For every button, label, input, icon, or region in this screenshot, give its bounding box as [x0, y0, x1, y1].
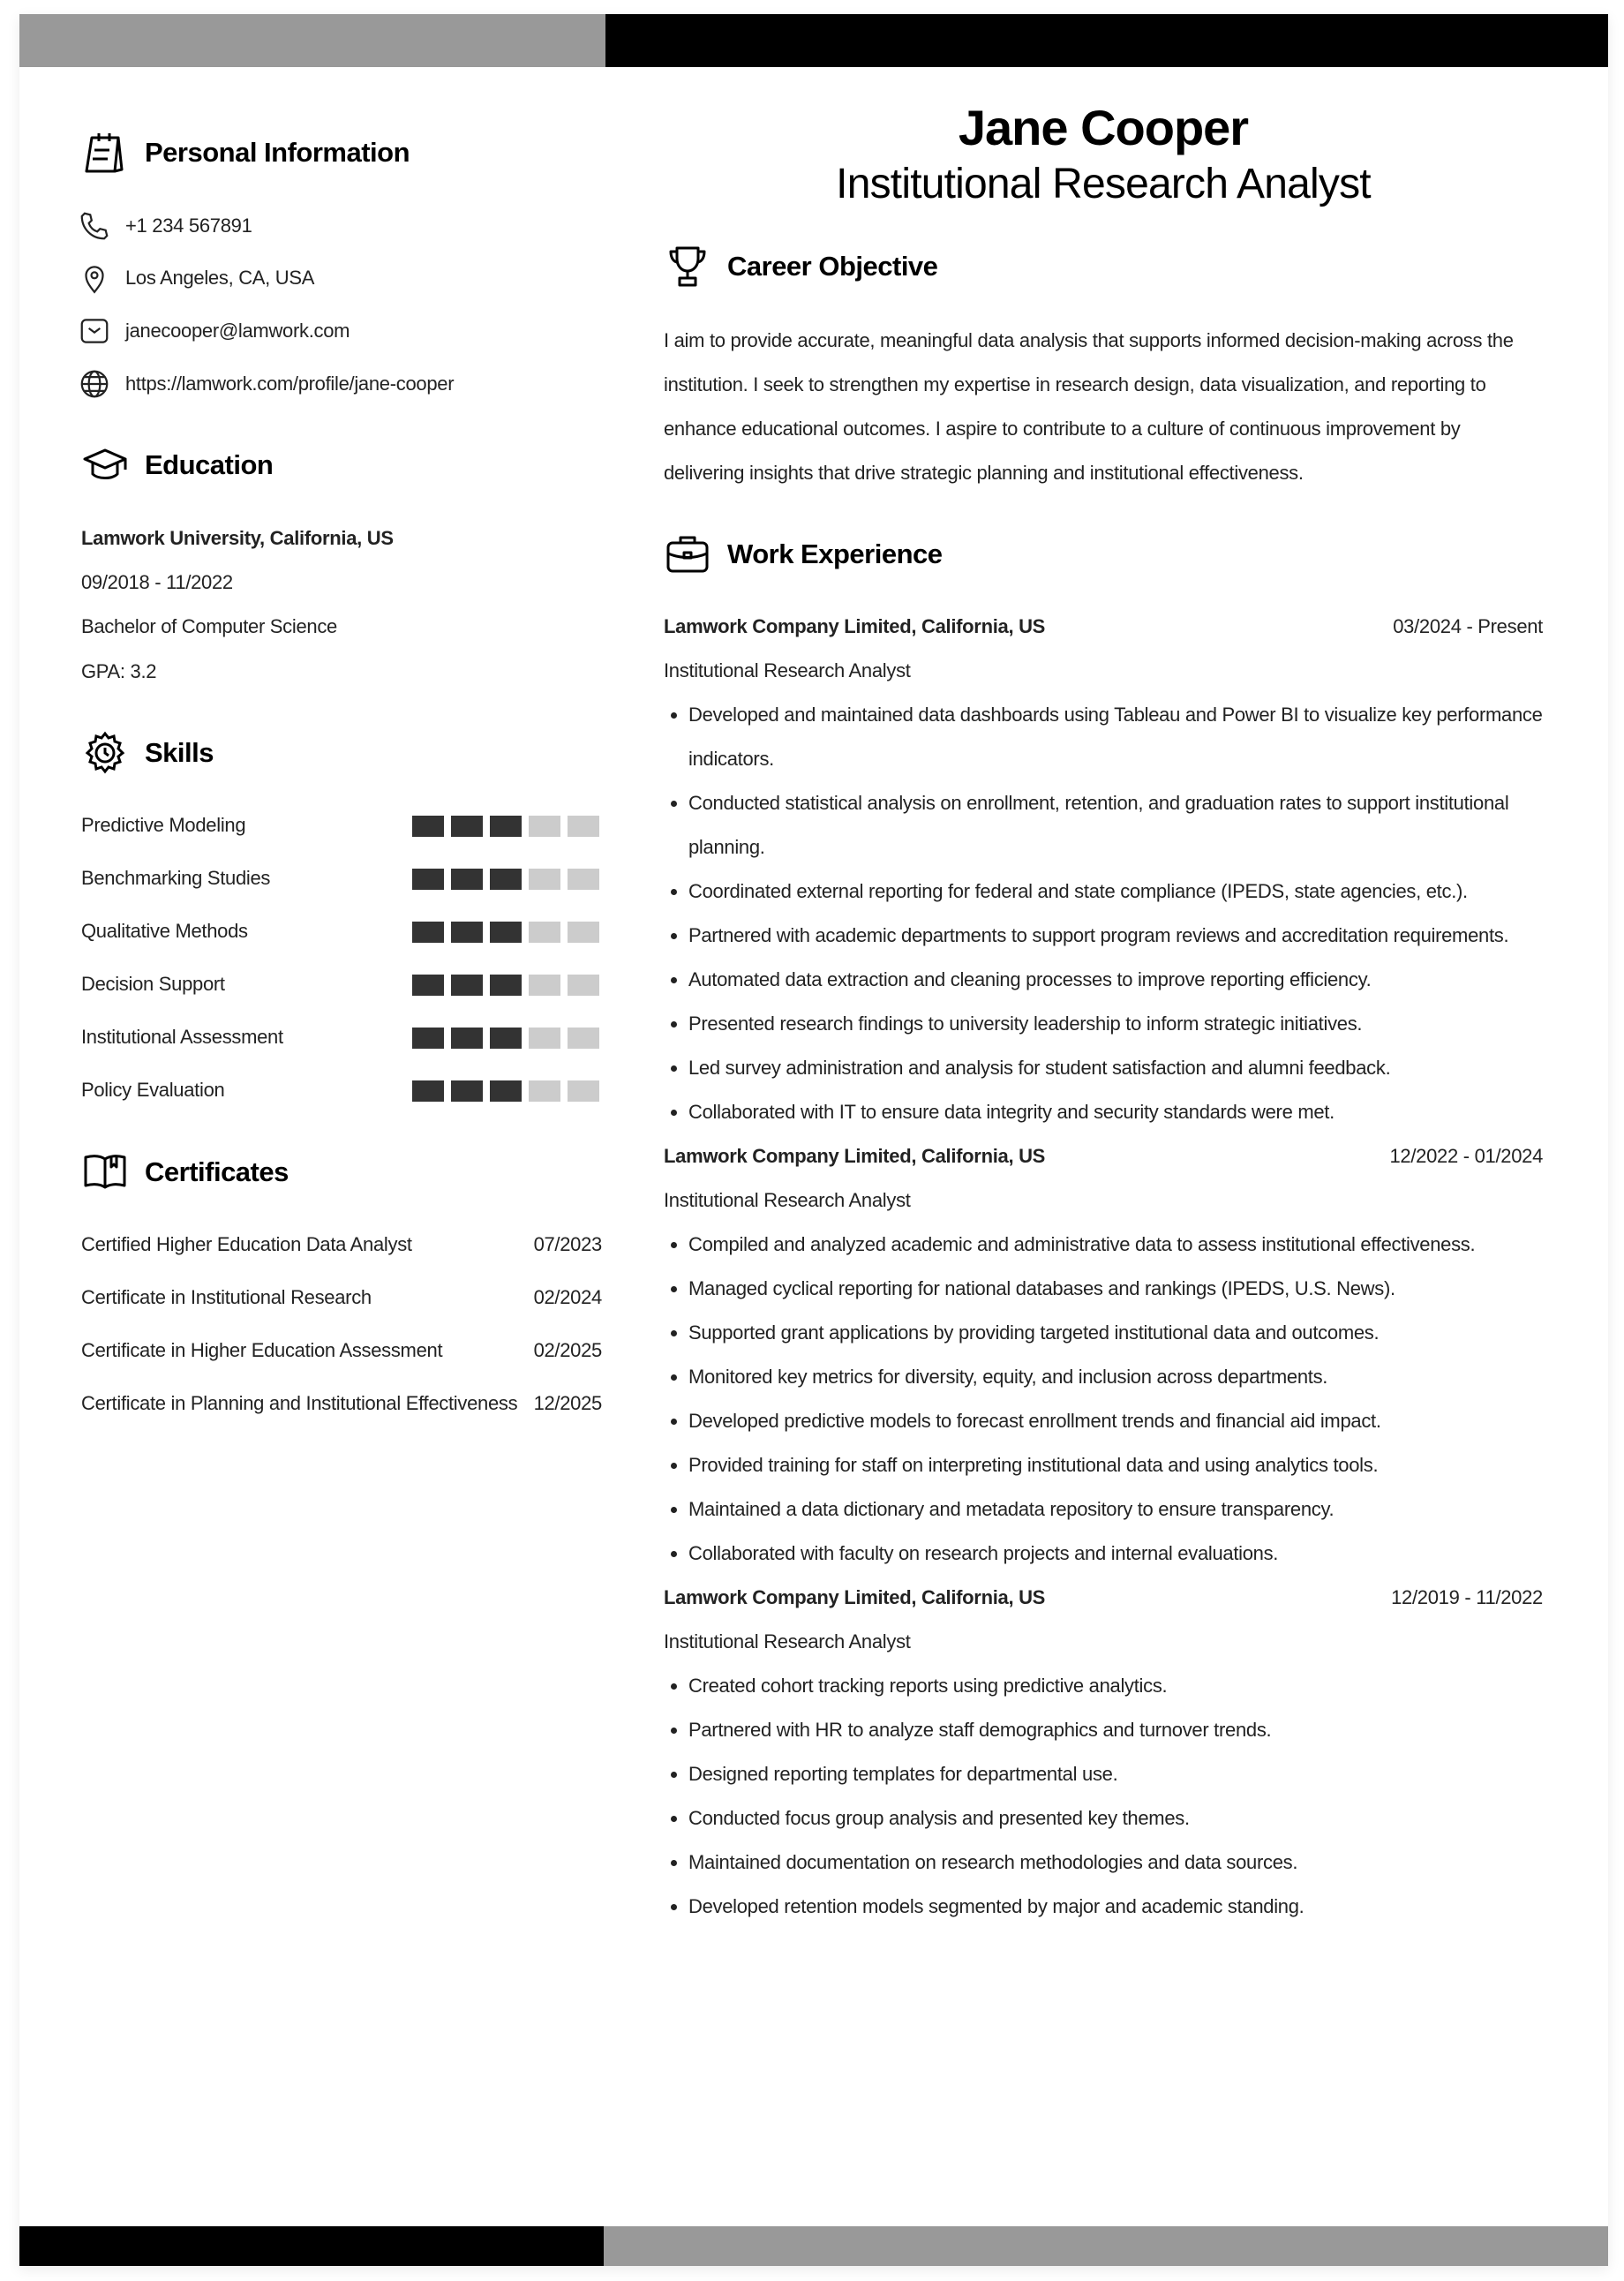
job-entry — [664, 1134, 1543, 1576]
job-dates: 03/2024 - Present — [1393, 615, 1543, 637]
skill-level-filled — [412, 975, 444, 996]
skills-heading: Skills — [81, 729, 214, 777]
skill-name: Predictive Modeling — [81, 814, 246, 836]
education-heading: Education — [81, 441, 273, 489]
skill-level-filled — [490, 1080, 522, 1102]
job-dates: 12/2019 - 11/2022 — [1391, 1586, 1543, 1608]
skill-level-filled — [490, 922, 522, 943]
certificates-heading: Certificates — [81, 1148, 289, 1196]
skill-level-empty — [568, 975, 599, 996]
job-bullet: • Provided training for staff on interpreting institutional data and using analytics tools. — [688, 1443, 1543, 1487]
skill-level-empty — [568, 1080, 599, 1102]
trophy-icon — [664, 243, 711, 290]
notepad-icon — [81, 129, 129, 177]
candidate-title: Institutional Research Analyst — [836, 161, 1371, 207]
skill-level-filled — [412, 1080, 444, 1102]
certificate-date: 02/2024 — [533, 1286, 602, 1308]
briefcase-icon — [664, 531, 711, 578]
candidate-name: Jane Cooper — [958, 100, 1249, 155]
graduation-cap-icon — [81, 441, 129, 489]
skill-name: Decision Support — [81, 973, 225, 995]
job-bullet: • Maintained a data dictionary and metadata repository to ensure transparency. — [688, 1487, 1543, 1532]
skill-level-empty — [529, 1028, 560, 1049]
skill-level-bar — [412, 1080, 599, 1102]
skill-level-filled — [451, 975, 483, 996]
phone-icon — [78, 209, 111, 243]
certificate-date: 02/2025 — [533, 1339, 602, 1361]
personal-info-heading: Personal Information — [81, 129, 410, 177]
header — [664, 99, 1543, 212]
skill-level-empty — [568, 869, 599, 890]
job-bullet: • Supported grant applications by providing targeted institutional data and outcomes. — [688, 1311, 1543, 1355]
school-name: Lamwork University, California, US — [81, 527, 394, 549]
skill-level-filled — [451, 1080, 483, 1102]
skill-level-empty — [529, 1080, 560, 1102]
top-bar-gray — [19, 14, 605, 67]
job-bullet: • Led survey administration and analysis for student satisfaction and alumni feedback. — [688, 1046, 1543, 1090]
career-objective-text: I aim to provide accurate, meaningful data analysis that supports informed decision-making across the institution. I seek to strengthen my expertise in research design, data visualization, and reporting to enhance educational outcomes. I aspire to contribute to a culture of continuous improvement by delivering insights that drive strategic planning and institutional effectiveness. — [664, 329, 1514, 484]
skill-level-bar — [412, 922, 599, 943]
skill-level-bar — [412, 869, 599, 890]
job-bullet: • Partnered with HR to analyze staff demographics and turnover trends. — [688, 1708, 1543, 1752]
mail-icon — [78, 314, 111, 348]
skill-name: Institutional Assessment — [81, 1026, 283, 1048]
education-dates: 09/2018 - 11/2022 — [81, 571, 233, 593]
skill-level-filled — [412, 869, 444, 890]
job-bullet: • Conducted statistical analysis on enrollment, retention, and graduation rates to support institutional planning. — [688, 781, 1543, 869]
job-bullet: • Automated data extraction and cleaning processes to improve reporting efficiency. — [688, 958, 1543, 1002]
skill-level-empty — [529, 816, 560, 837]
location-row: Los Angeles, CA, USA — [78, 261, 314, 295]
job-bullet: • Managed cyclical reporting for national databases and rankings (IPEDS, U.S. News). — [688, 1267, 1543, 1311]
skill-level-bar — [412, 975, 599, 996]
skill-level-filled — [412, 1028, 444, 1049]
skill-level-filled — [490, 975, 522, 996]
website-row[interactable]: https://lamwork.com/profile/jane-cooper — [78, 367, 454, 401]
job-bullet: • Compiled and analyzed academic and administrative data to assess institutional effectiveness. — [688, 1223, 1543, 1267]
job-bullet: • Collaborated with IT to ensure data integrity and security standards were met. — [688, 1090, 1543, 1134]
job-header — [664, 1134, 1543, 1178]
skill-level-empty — [529, 922, 560, 943]
job-bullet: • Partnered with academic departments to support program reviews and accreditation requirements. — [688, 914, 1543, 958]
open-book-icon — [81, 1148, 129, 1196]
certificate-date: 07/2023 — [533, 1233, 602, 1255]
certificate-name: Certified Higher Education Data Analyst — [81, 1233, 412, 1255]
job-role: Institutional Research Analyst — [664, 659, 911, 681]
job-entry — [664, 605, 1543, 1134]
skill-level-bar — [412, 816, 599, 837]
job-bullet: • Conducted focus group analysis and presented key themes. — [688, 1796, 1543, 1841]
career-objective-heading: Career Objective — [664, 243, 937, 290]
bottom-bar-gray — [604, 2226, 1608, 2266]
job-dates: 12/2022 - 01/2024 — [1389, 1145, 1543, 1167]
certificate-name: Certificate in Institutional Research — [81, 1286, 372, 1308]
job-bullet: • Monitored key metrics for diversity, equity, and inclusion across departments. — [688, 1355, 1543, 1399]
certificate-name: Certificate in Higher Education Assessment — [81, 1339, 443, 1361]
location-pin-icon — [78, 261, 111, 295]
certificate-name: Certificate in Planning and Institutional Effectiveness — [81, 1392, 518, 1414]
job-bullet: • Developed retention models segmented by major and academic standing. — [688, 1885, 1543, 1929]
certificate-date: 12/2025 — [533, 1392, 602, 1414]
job-bullets — [664, 693, 1543, 1134]
globe-icon — [78, 367, 111, 401]
phone-row: +1 234 567891 — [78, 209, 252, 243]
gpa: GPA: 3.2 — [81, 660, 157, 682]
bottom-bar-black — [19, 2226, 604, 2266]
job-bullet: • Designed reporting templates for departmental use. — [688, 1752, 1543, 1796]
job-entry — [664, 1576, 1543, 1929]
email-row[interactable]: janecooper@lamwork.com — [78, 314, 350, 348]
degree: Bachelor of Computer Science — [81, 615, 337, 637]
skill-level-empty — [529, 869, 560, 890]
skill-level-filled — [490, 1028, 522, 1049]
job-bullet: • Coordinated external reporting for federal and state compliance (IPEDS, state agencies, etc.). — [688, 869, 1543, 914]
skill-level-filled — [451, 922, 483, 943]
work-experience-list — [664, 605, 1543, 1929]
job-bullet: • Developed and maintained data dashboards using Tableau and Power BI to visualize key performance indicators. — [688, 693, 1543, 781]
job-bullet: • Maintained documentation on research methodologies and data sources. — [688, 1841, 1543, 1885]
job-bullet: • Presented research findings to university leadership to inform strategic initiatives. — [688, 1002, 1543, 1046]
job-company: Lamwork Company Limited, California, US — [664, 615, 1046, 637]
job-bullet: • Developed predictive models to forecast enrollment trends and financial aid impact. — [688, 1399, 1543, 1443]
job-company: Lamwork Company Limited, California, US — [664, 1145, 1046, 1167]
job-bullets — [664, 1223, 1543, 1576]
job-bullet: • Created cohort tracking reports using predictive analytics. — [688, 1664, 1543, 1708]
skill-level-empty — [568, 922, 599, 943]
skill-level-filled — [412, 816, 444, 837]
job-header — [664, 605, 1543, 649]
skill-level-filled — [451, 816, 483, 837]
job-role: Institutional Research Analyst — [664, 1189, 911, 1211]
skill-name: Qualitative Methods — [81, 920, 248, 942]
gear-clock-icon — [81, 729, 129, 777]
skill-level-empty — [529, 975, 560, 996]
skill-name: Policy Evaluation — [81, 1079, 225, 1101]
work-experience-heading: Work Experience — [664, 531, 942, 578]
skill-level-filled — [451, 869, 483, 890]
job-bullet: • Collaborated with faculty on research projects and internal evaluations. — [688, 1532, 1543, 1576]
job-header — [664, 1576, 1543, 1620]
skill-name: Benchmarking Studies — [81, 867, 271, 889]
job-company: Lamwork Company Limited, California, US — [664, 1586, 1046, 1608]
skill-level-filled — [451, 1028, 483, 1049]
skill-level-filled — [490, 869, 522, 890]
skill-level-filled — [490, 816, 522, 837]
skill-level-bar — [412, 1028, 599, 1049]
skill-level-filled — [412, 922, 444, 943]
job-role: Institutional Research Analyst — [664, 1630, 911, 1652]
top-bar-black — [605, 14, 1608, 67]
skill-level-empty — [568, 816, 599, 837]
job-bullets — [664, 1664, 1543, 1929]
skill-level-empty — [568, 1028, 599, 1049]
